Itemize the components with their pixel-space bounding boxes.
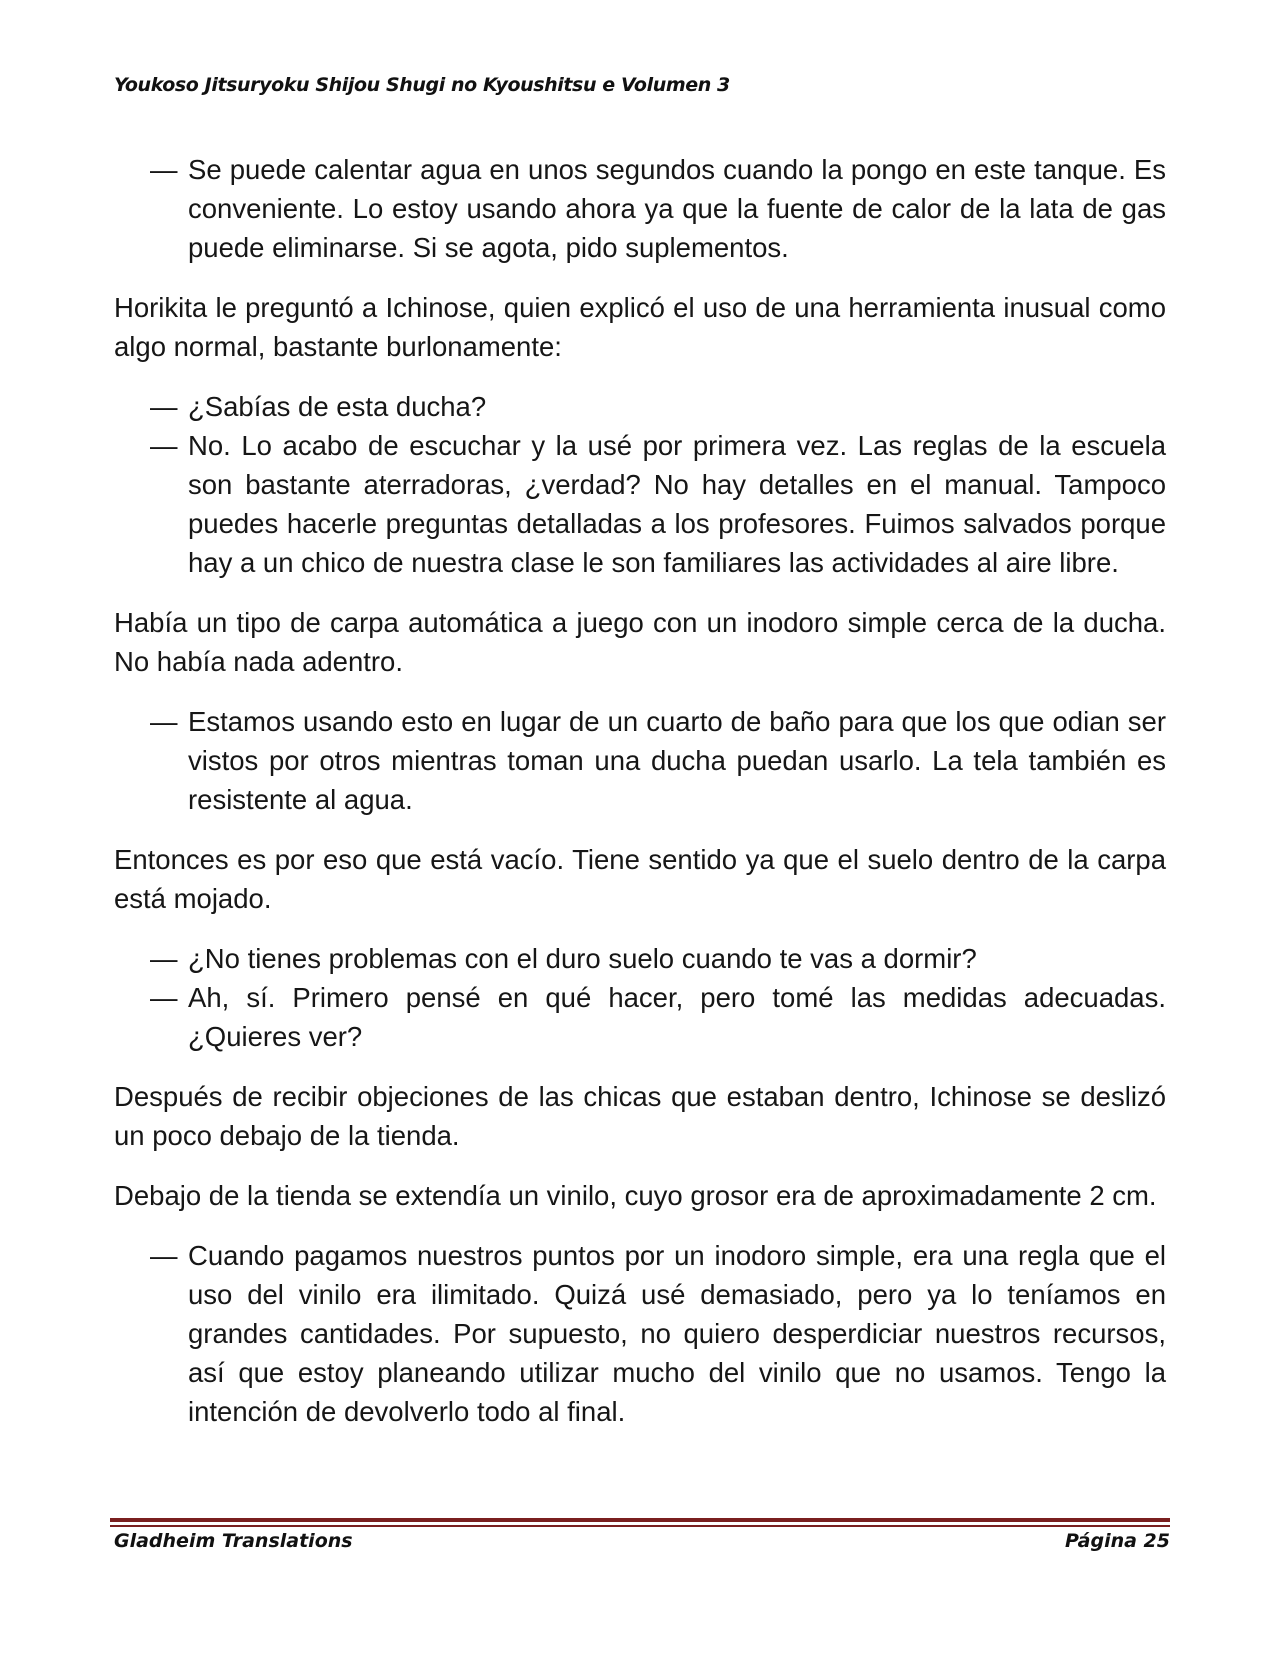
dialog-dash: — [150, 430, 178, 461]
narration-paragraph: Había un tipo de carpa automática a juego con un inodoro simple cerca de la ducha. No había nada adentro. [114, 607, 1166, 677]
dialog-line: — Estamos usando esto en lugar de un cuarto de baño para que los que odian ser vistos por otros mientras toman una ducha puedan usarlo. La tela también es resistente al agua. [114, 702, 1166, 819]
page-body [114, 150, 1166, 1452]
dialog-line: — No. Lo acabo de escuchar y la usé por primera vez. Las reglas de la escuela son bastante aterradoras, ¿verdad? No hay detalles en el manual. Tampoco puedes hacerle preguntas detalladas a los profesores. Fuimos salvados porque hay a un chico de nuestra clase le son familiares las actividades al aire libre. [114, 426, 1166, 582]
dialog-block [114, 150, 1166, 267]
dialog-block [114, 939, 1166, 1056]
narration-paragraph: Horikita le preguntó a Ichinose, quien explicó el uso de una herramienta inusual como algo normal, bastante burlonamente: [114, 292, 1166, 362]
dialog-line: — Cuando pagamos nuestros puntos por un inodoro simple, era una regla que el uso del vinilo era ilimitado. Quizá usé demasiado, pero ya lo teníamos en grandes cantidades. Por supuesto, no quiero desperdiciar nuestros recursos, así que estoy planeando utilizar mucho del vinilo que no usamos. Tengo la intención de devolverlo todo al final. [114, 1236, 1166, 1431]
dialog-dash: — [150, 706, 178, 737]
dialog-dash: — [150, 154, 178, 185]
dialog-dash: — [150, 391, 178, 422]
dialog-line: — Ah, sí. Primero pensé en qué hacer, pero tomé las medidas adecuadas. ¿Quieres ver? [114, 978, 1166, 1056]
dialog-line: — ¿No tienes problemas con el duro suelo cuando te vas a dormir? [114, 939, 1166, 978]
page-header-title: Youkoso Jitsuryoku Shijou Shugi no Kyoushitsu e Volumen 3 [114, 74, 730, 96]
footer-publisher: Gladheim Translations [114, 1530, 353, 1552]
footer-page-number: Página 25 [1064, 1530, 1170, 1552]
dialog-line: — Se puede calentar agua en unos segundos cuando la pongo en este tanque. Es conveniente. Lo estoy usando ahora ya que la fuente de calor de la lata de gas puede eliminarse. Si se agota, pido suplementos. [114, 150, 1166, 267]
dialog-dash: — [150, 982, 178, 1013]
footer-divider [110, 1518, 1170, 1522]
narration-paragraph: Debajo de la tienda se extendía un vinilo, cuyo grosor era de aproximadamente 2 cm. [114, 1180, 1157, 1211]
dialog-dash: — [150, 1240, 178, 1271]
narration-paragraph: Entonces es por eso que está vacío. Tiene sentido ya que el suelo dentro de la carpa está mojado. [114, 844, 1166, 914]
narration-paragraph: Después de recibir objeciones de las chicas que estaban dentro, Ichinose se deslizó un poco debajo de la tienda. [114, 1081, 1166, 1151]
dialog-block [114, 702, 1166, 819]
footer-divider-thin [110, 1525, 1170, 1527]
dialog-dash: — [150, 943, 178, 974]
dialog-line: — ¿Sabías de esta ducha? [114, 387, 1166, 426]
dialog-block [114, 1236, 1166, 1431]
dialog-block [114, 387, 1166, 582]
